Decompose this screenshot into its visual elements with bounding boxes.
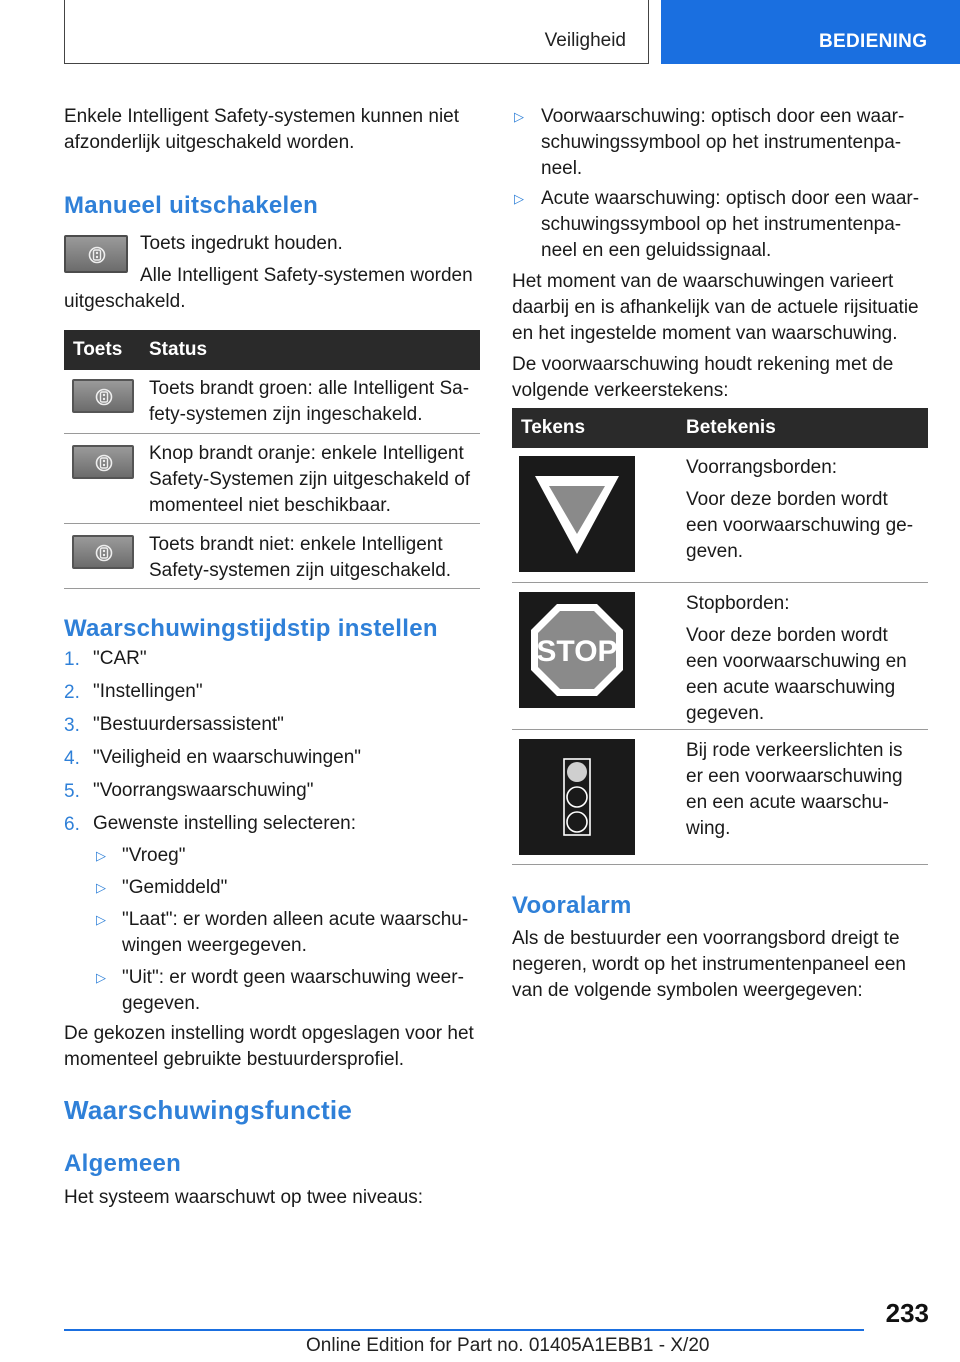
yield-sign-icon (519, 456, 635, 572)
triangle-bullet-icon: ▷ (96, 912, 106, 927)
manual-heading: Manueel uitschakelen (64, 192, 319, 219)
option-text: "Gemiddeld" (122, 877, 228, 898)
status-row-divider (64, 588, 480, 589)
status-row-1-line-1: Toets brandt groen: alle Intelligent Sa- (149, 378, 470, 399)
step-number: 5. (64, 781, 80, 802)
triangle-bullet-icon: ▷ (514, 191, 524, 206)
status-table-header (64, 330, 480, 370)
header-status: Status (149, 339, 208, 360)
prealarm-line-2: negeren, wordt op het instrumentenpaneel een (512, 954, 906, 975)
section-title: Veiligheid (544, 30, 626, 51)
sign-row-2-line-4: gegeven. (686, 703, 765, 724)
manual-line-3: uitgeschakeld. (64, 291, 186, 312)
safety-button-off-icon (72, 535, 134, 569)
status-row-2-line-3: momenteel niet beschikbaar. (149, 495, 391, 516)
moment-line-1: Het moment van de waarschuwingen varieert (512, 271, 894, 292)
option-text: "Vroeg" (122, 845, 186, 866)
step-number: 6. (64, 814, 80, 835)
footer-divider (64, 1329, 864, 1331)
step-text: Gewenste instelling selecteren: (93, 813, 356, 834)
option-text: gegeven. (122, 993, 201, 1014)
function-heading: Waarschuwingsfunctie (64, 1095, 353, 1125)
sign-row-3-line-1: Bij rode verkeerslichten is (686, 740, 903, 761)
manual-line-1: Toets ingedrukt houden. (140, 233, 343, 254)
triangle-bullet-icon: ▷ (514, 109, 524, 124)
status-row-3-line-2: Safety-systemen zijn uitgeschakeld. (149, 560, 452, 581)
moment-line-3: en het ingestelde moment van waarschuwing. (512, 323, 898, 344)
option-text: "Laat": er worden alleen acute waarschu- (122, 909, 469, 930)
step-text: "CAR" (93, 648, 147, 669)
manual-line-2: Alle Intelligent Safety-systemen worden (140, 265, 473, 286)
general-heading: Algemeen (64, 1150, 182, 1177)
status-row-divider (64, 433, 480, 434)
saved-line-2: momenteel gebruikte bestuurdersprofiel. (64, 1049, 405, 1070)
intro-line-1: Enkele Intelligent Safety-systemen kunnen niet (64, 106, 460, 127)
triangle-bullet-icon: ▷ (96, 880, 106, 895)
prealarm-line-1: Als de bestuurder een voorrangsbord dreigt te (512, 928, 900, 949)
sign-row-2-title: Stopborden: (686, 593, 790, 614)
prealarm-heading: Vooralarm (512, 892, 632, 919)
signs-row-divider (512, 729, 928, 730)
sign-row-3-line-3: en een acute waarschu- (686, 792, 889, 813)
intro-line-2: afzonderlijk uitgeschakeld worden. (64, 132, 355, 153)
step-number: 4. (64, 748, 80, 769)
chapter-tab (661, 0, 960, 64)
step-number: 3. (64, 715, 80, 736)
safety-button-orange-icon (72, 445, 134, 479)
considers-line-1: De voorwaarschuwing houdt rekening met de (512, 354, 894, 375)
safety-button-icon (64, 235, 128, 273)
status-row-2-line-1: Knop brandt oranje: enkele Intelligent (149, 443, 464, 464)
step-number: 1. (64, 649, 80, 670)
option-text: wingen weergegeven. (122, 935, 307, 956)
header-section-box (64, 0, 649, 64)
chapter-title: BEDIENING (819, 31, 928, 52)
bullet-2-line-3: neel en een geluidssignaal. (541, 240, 772, 261)
option-text: "Uit": er wordt geen waarschuwing weer- (122, 967, 464, 988)
sign-row-1-line-3: geven. (686, 541, 744, 562)
sign-row-1-title: Voorrangsborden: (686, 457, 838, 478)
saved-line-1: De gekozen instelling wordt opgeslagen voor het (64, 1023, 474, 1044)
considers-line-2: volgende verkeerstekens: (512, 380, 729, 401)
triangle-bullet-icon: ▷ (96, 970, 106, 985)
sign-row-2-line-1: Voor deze borden wordt (686, 625, 888, 646)
status-row-1-line-2: fety-systemen zijn ingeschakeld. (149, 404, 423, 425)
step-text: "Bestuurdersassistent" (93, 714, 284, 735)
sign-row-2-line-2: een voorwaarschuwing en (686, 651, 907, 672)
bullet-1-line-2: schuwingssymbool op het instrumentenpa- (541, 132, 902, 153)
timing-heading: Waarschuwingstijdstip instellen (64, 615, 438, 642)
general-text: Het systeem waarschuwt op twee niveaus: (64, 1187, 424, 1208)
sign-row-3-line-2: er een voorwaarschuwing (686, 766, 903, 787)
step-number: 2. (64, 682, 80, 703)
step-text: "Instellingen" (93, 681, 203, 702)
bullet-1-line-3: neel. (541, 158, 583, 179)
status-row-divider (64, 523, 480, 524)
sign-row-3-line-4: wing. (686, 818, 731, 839)
triangle-bullet-icon: ▷ (96, 848, 106, 863)
status-row-2-line-2: Safety-Systemen zijn uitgeschakeld of (149, 469, 471, 490)
sign-row-1-line-2: een voorwaarschuwing ge- (686, 515, 914, 536)
prealarm-line-3: van de volgende symbolen weergegeven: (512, 980, 863, 1001)
bullet-2-line-2: schuwingssymbool op het instrumentenpa- (541, 214, 902, 235)
step-text: "Voorrangswaarschuwing" (93, 780, 314, 801)
safety-button-green-icon (72, 379, 134, 413)
stop-sign-icon (519, 592, 635, 708)
signs-row-divider (512, 864, 928, 865)
sign-row-2-line-3: een acute waarschuwing (686, 677, 896, 698)
header-tekens: Tekens (521, 417, 586, 438)
header-toets: Toets (73, 339, 123, 360)
step-text: "Veiligheid en waarschuwingen" (93, 747, 362, 768)
sign-row-1-line-1: Voor deze borden wordt (686, 489, 888, 510)
edition-text: Online Edition for Part no. 01405A1EBB1 - X/20 (306, 1335, 710, 1356)
bullet-1-line-1: Voorwaarschuwing: optisch door een waar- (541, 106, 905, 127)
bullet-2-line-1: Acute waarschuwing: optisch door een waar- (541, 188, 920, 209)
header-betekenis: Betekenis (686, 417, 776, 438)
page-number: 233 (885, 1298, 929, 1328)
traffic-light-icon (519, 739, 635, 855)
status-row-3-line-1: Toets brandt niet: enkele Intelligent (149, 534, 443, 555)
signs-row-divider (512, 582, 928, 583)
moment-line-2: daarbij en is afhankelijk van de actuele rijsituatie (512, 297, 919, 318)
signs-table-header (512, 408, 928, 448)
stop-sign-text: STOP (536, 635, 618, 668)
